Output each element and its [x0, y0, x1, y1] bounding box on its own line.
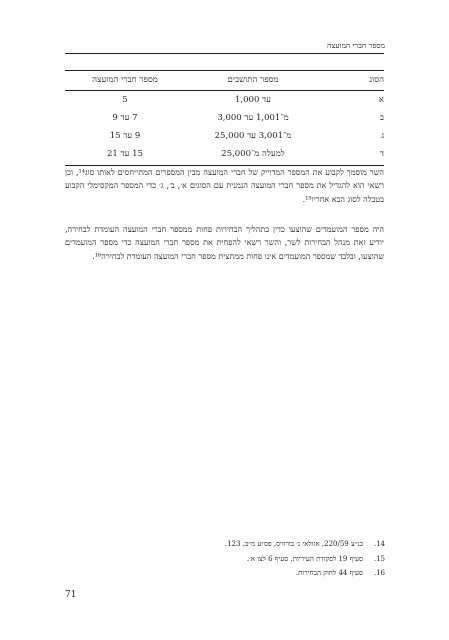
footnotes	[65, 537, 385, 581]
footnote	[65, 552, 385, 567]
footnote-number: 14.	[373, 540, 385, 548]
header-residents: מספר התושבים	[227, 75, 279, 85]
footnote-number: 15.	[373, 554, 385, 563]
footnote	[65, 537, 385, 552]
header-type: הסוג	[369, 75, 384, 85]
table-row	[65, 145, 384, 163]
cell-council-members: 15 עד 21	[107, 149, 143, 159]
running-head: מספר חברי המועצה	[327, 41, 385, 50]
footnote	[65, 566, 385, 581]
body-paragraph: היה מספר המועמדים שהוצעו כדין בתהליך הבחירות פחות ממספר חברי המועצה העומדת לבחירה, יודיע זאת מנהל הבחירות לשר, והשר רשאי להפחית את מספר חברי המועצה כדי מספר המועמדים שהוצעו, ובלבד שמספר המועמדים אינו פחות ממחצית מספר חברי המועצה העומדת לבחירה¹⁶.	[65, 225, 384, 261]
footnote-number: 16.	[373, 569, 385, 577]
cell-type: ב	[379, 113, 384, 123]
cell-residents: מ־3,001 עד 25,000	[214, 131, 292, 141]
cell-council-members: 7 עד 9	[112, 113, 138, 123]
footnote-text: בג״צ 220/59, אזולאי נ׳ בורוויס, פס״ע מ״ב, 123.	[224, 540, 363, 548]
cell-type: א	[378, 95, 384, 105]
cell-residents: עד 1,000	[235, 95, 271, 105]
cell-residents: למעלה מ־25,000	[221, 149, 285, 159]
footnote-text: סעיף 44 לחוק הבחירות.	[295, 569, 363, 577]
cell-type: ד	[379, 149, 384, 159]
cell-council-members: 9 עד 15	[109, 131, 141, 141]
header-council-members: מספר חברי המועצה	[92, 75, 158, 85]
footnote-text: סעיף 19 לפקודת העיריות, סעיף 6 לצו א׳.	[246, 554, 363, 563]
page-number: 71	[65, 590, 77, 600]
header-rule	[65, 53, 384, 54]
table-row	[65, 127, 384, 145]
cell-type: ג	[381, 131, 384, 141]
table-row	[65, 109, 384, 127]
cell-residents: מ־1,001 עד 3,000	[217, 113, 289, 123]
table-row	[65, 91, 384, 109]
cell-council-members: 5	[122, 95, 128, 105]
body-paragraph: השר מוסמך לקבוע את המספר המדוייק של חברי המועצה מבין המספרים המתייחסים לאותו סוג¹⁴, וכן רשאי הוא להגדיל את מספר חברי המועצה הנמנית עם הסוגים א׳, ב׳, ג׳ כדי המספר המקסימלי הקבוע בטבלה לסוג הבא אחריו¹⁵.	[65, 168, 384, 204]
table-header-row	[65, 71, 384, 89]
